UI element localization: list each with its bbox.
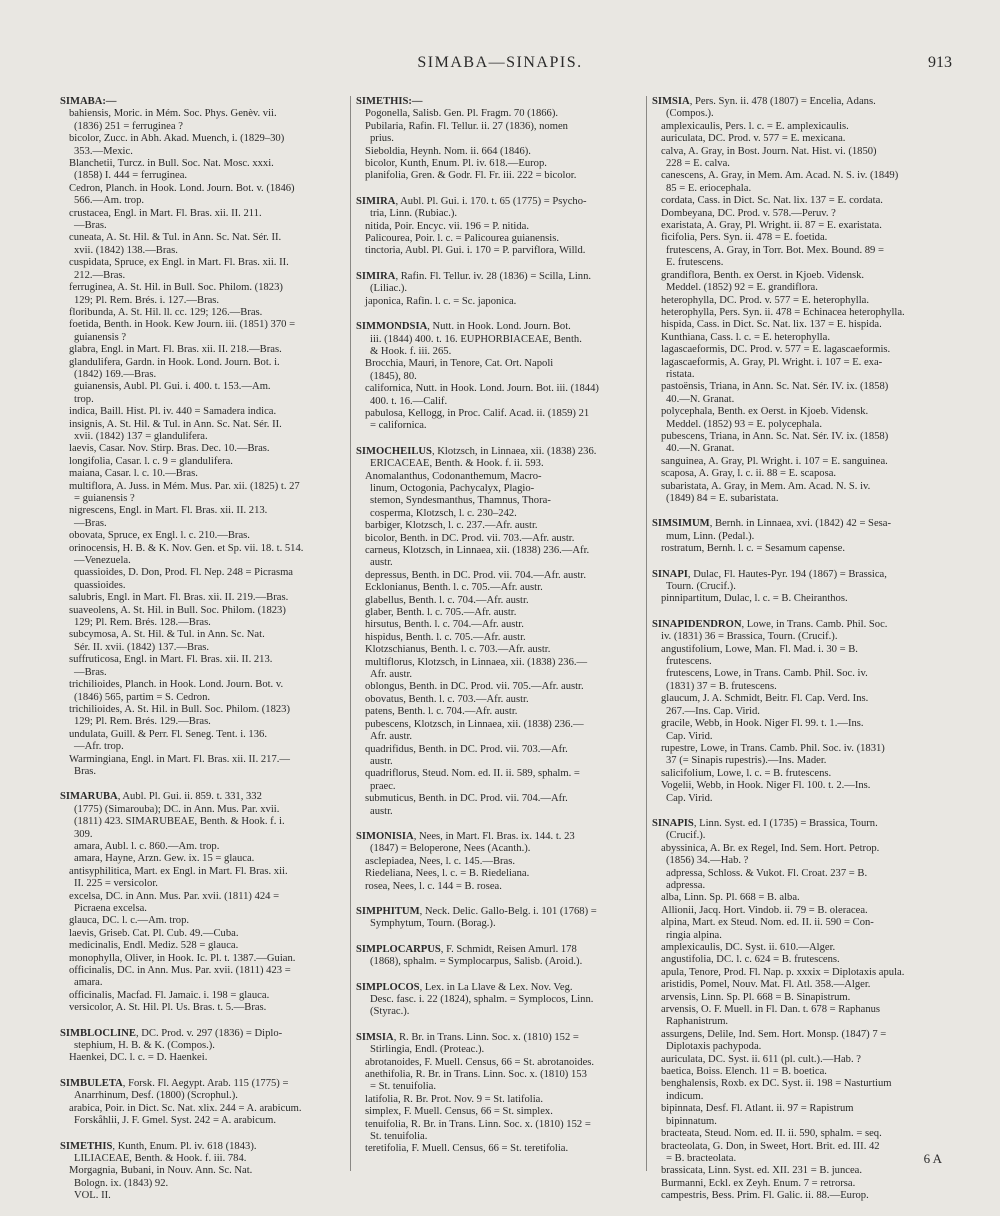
entry-text-line: oblongus, Benth. in DC. Prod. vii. 705.—Afr. austr. — [365, 681, 584, 693]
entry-text-line: amara, Hayne, Arzn. Gew. ix. 15 = glauca. — [74, 853, 255, 865]
genus-entry — [60, 1078, 356, 1128]
genus-name: SIMPLOCARPUS — [356, 943, 441, 955]
entry-text-line: —Bras. — [74, 666, 107, 678]
entry-text-line: praec. — [370, 780, 396, 792]
genus-entry — [356, 982, 652, 1019]
entry-text-line: Afr. austr. — [370, 731, 413, 743]
entry-text-line: auriculata, DC. Syst. ii. 611 (pl. cult.).—Hab. ? — [661, 1053, 861, 1065]
entry-text-line: obovatus, Benth. l. c. 703.—Afr. austr. — [365, 693, 529, 705]
entry-heading-line — [60, 96, 356, 108]
genus-entry — [60, 1141, 356, 1203]
entry-text-line: (1811) 423. SIMARUBEAE, Benth. & Hook. f. i. — [74, 816, 285, 828]
entry-text-line: Pubilaria, Rafin. Fl. Tellur. ii. 27 (1836), nomen — [365, 120, 568, 132]
entry-text-line: submuticus, Benth. in DC. Prod. vii. 704.—Afr. — [365, 793, 568, 805]
entry-text-line: (1836) 251 = ferruginea ? — [74, 120, 183, 132]
entry-text-line: ristata. — [666, 368, 695, 380]
entry-text-line: trichilioides, Planch. in Hook. Lond. Journ. Bot. v. — [69, 679, 284, 691]
entry-text-line: 40.—N. Granat. — [666, 393, 735, 405]
entry-text-line: Palicourea, Poir. l. c. = Palicourea guianensis. — [365, 233, 559, 245]
entry-text-line: (1868), sphalm. = Symplocarpus, Salisb. (Aroid.). — [370, 956, 583, 968]
entry-text-line: anethifolia, R. Br. in Trans. Linn. Soc. x. (1810) 153 — [365, 1069, 587, 1081]
entry-text-line: simplex, F. Muell. Census, 66 = St. simplex. — [365, 1106, 553, 1118]
entry-text-line: = californica. — [370, 420, 427, 432]
entry-heading-line — [356, 96, 652, 108]
entry-text-line: adpressa, Schloss. & Vukot. Fl. Croat. 237 = B. — [666, 867, 868, 879]
entry-text-line: pubescens, Klotzsch, in Linnaea, xii. (1838) 236.— — [365, 718, 584, 730]
entry-text-line: & Hook. f. iii. 265. — [370, 345, 452, 357]
genus-name: SIMMONDSIA — [356, 321, 428, 333]
entry-text-line: bicolor, Benth. in DC. Prod. vii. 703.—Afr. austr. — [365, 532, 575, 544]
entry-text-line: heterophylla, DC. Prod. v. 577 = E. heterophylla. — [661, 294, 870, 306]
entry-text-line: quassioides, D. Don, Prod. Fl. Nep. 248 = Picrasma — [74, 567, 294, 579]
genus-entry — [652, 818, 948, 1203]
genus-entry — [356, 96, 652, 183]
entry-text-line: subcymosa, A. St. Hil. & Tul. in Ann. Sc. Nat. — [69, 629, 265, 641]
entry-text-line: E. frutescens. — [666, 257, 724, 269]
genus-entry — [356, 196, 652, 258]
entry-text-line: Riedeliana, Nees, l. c. = B. Riedeliana. — [365, 868, 530, 880]
entry-heading-line: SIMSIA, R. Br. in Trans. Linn. Soc. x. (1810) 152 = — [356, 1031, 579, 1043]
entry-text-line: crustacea, Engl. in Mart. Fl. Bras. xii. II. 211. — [69, 207, 262, 219]
entry-text-line: St. tenuifolia. — [370, 1131, 428, 1143]
entry-text-line: bicolor, Zucc. in Abh. Akad. Muench, i. (1829–30) — [69, 133, 285, 145]
entry-text-line: glabellus, Benth. l. c. 704.—Afr. austr. — [365, 594, 529, 606]
entry-text-line: teretifolia, F. Muell. Census, 66 = St. teretifolia. — [365, 1143, 569, 1155]
entry-text-line: Forskåhlii, J. F. Gmel. Syst. 242 = A. arabicum. — [74, 1115, 276, 1127]
entry-text-line: hispida, Cass. in Dict. Sc. Nat. lix. 137 = E. hispida. — [661, 319, 882, 331]
entry-heading-line: SIMPHITUM, Neck. Delic. Gallo-Belg. i. 101 (1768) = — [356, 905, 597, 917]
entry-text-line: glandulifera, Gardn. in Hook. Lond. Journ. Bot. i. — [69, 356, 280, 368]
entry-text-line: Brocchia, Mauri, in Tenore, Cat. Ort. Napoli — [365, 358, 554, 370]
entry-text-line: Afr. austr. — [370, 669, 413, 681]
entry-text-line: (1845), 80. — [370, 370, 417, 382]
entry-text-line: adpressa. — [666, 879, 706, 891]
entry-text-line: cordata, Cass. in Dict. Sc. Nat. lix. 137 = E. cordata. — [661, 195, 883, 207]
entry-text-line: lagascaeformis, A. Gray, Pl. Wright. i. 107 = E. exa- — [661, 356, 883, 368]
genus-name: SIMOCHEILUS — [356, 445, 432, 457]
entry-text-line: monophylla, Oliver, in Hook. Ic. Pl. t. 1387.—Guian. — [69, 952, 296, 964]
entry-text-line: (Compos.). — [666, 108, 714, 120]
entry-text-line: baetica, Boiss. Elench. 11 = B. boetica. — [661, 1066, 827, 1078]
entry-text-line: asclepiadea, Nees, l. c. 145.—Bras. — [365, 855, 516, 867]
genus-entry — [60, 1028, 356, 1065]
genus-entry — [60, 96, 356, 778]
entry-text-line: bahiensis, Moric. in Mém. Soc. Phys. Genèv. vii. — [69, 108, 277, 120]
entry-text-line: multiflora, A. Juss. in Mém. Mus. Par. xii. (1825) t. 27 — [69, 480, 300, 492]
entry-text-line: undulata, Guill. & Perr. Fl. Seneg. Tent. i. 136. — [69, 728, 267, 740]
entry-text-line: alpina, Mart. ex Steud. Nom. ed. II. ii. 590 = Con- — [661, 917, 874, 929]
entry-text-line: linum, Octogonia, Pachycalyx, Plagio- — [370, 482, 535, 494]
genus-entry — [652, 619, 948, 805]
entry-text-line: angustifolia, DC. l. c. 624 = B. frutescens. — [661, 954, 840, 966]
entry-text-line: Anomalanthus, Codonanthemum, Macro- — [365, 470, 542, 482]
entry-text-line: bracteata, Steud. Nom. ed. II. ii. 590, sphalm. = seq. — [661, 1128, 882, 1140]
entry-text-line: subaristata, A. Gray, in Mem. Am. Acad. N. S. iv. — [661, 480, 871, 492]
entry-text-line: arvensis, Linn. Sp. Pl. 668 = B. Sinapistrum. — [661, 991, 851, 1003]
entry-heading-line: SIMPLOCARPUS, F. Schmidt, Reisen Amurl. 178 — [356, 943, 577, 955]
entry-text-line: iv. (1831) 36 = Brassica, Tourn. (Crucif.). — [661, 631, 838, 643]
page-header — [0, 54, 1000, 78]
entry-text-line: latifolia, R. Br. Prot. Nov. 9 = St. latifolia. — [365, 1093, 544, 1105]
entry-text-line: 309. — [74, 828, 93, 840]
entry-text-line: Warmingiana, Engl. in Mart. Fl. Bras. xii. II. 217.— — [69, 753, 290, 765]
column-1 — [60, 96, 356, 1216]
genus-name: SIMARUBA — [60, 791, 118, 803]
entry-text-line: 566.—Am. trop. — [74, 195, 145, 207]
entry-text-line: = B. bracteolata. — [666, 1152, 737, 1164]
entry-text-line: 129; Pl. Rem. Brés. i. 127.—Bras. — [74, 294, 220, 306]
entry-text-line: Sér. II. xvii. (1842) 137.—Bras. — [74, 641, 210, 653]
genus-entry — [652, 518, 948, 555]
entry-text-line: xvii. (1842) 138.—Bras. — [74, 244, 178, 256]
genus-entry — [652, 96, 948, 505]
entry-text-line: laevis, Casar. Nov. Stirp. Bras. Dec. 10.—Bras. — [69, 443, 270, 455]
entry-heading-line: SIMPLOCOS, Lex. in La Llave & Lex. Nov. Veg. — [356, 981, 573, 993]
entry-text-line: —Bras. — [74, 517, 107, 529]
entry-heading-line: SIMMONDSIA, Nutt. in Hook. Lond. Journ. Bot. — [356, 321, 571, 333]
entry-text-line: Tourn. (Crucif.). — [666, 581, 736, 593]
entry-heading-line: SINAPI, Dulac, Fl. Hautes-Pyr. 194 (1867) = Brassica, — [652, 568, 887, 580]
entry-text-line: (Liliac.). — [370, 283, 408, 295]
entry-text-line: auriculata, DC. Prod. v. 577 = E. mexicana. — [661, 133, 846, 145]
genus-name: SINAPIS — [652, 817, 694, 829]
entry-text-line: quassioides. — [74, 579, 126, 591]
genus-name: SIMONISIA — [356, 830, 414, 842]
entry-text-line: amara. — [74, 977, 103, 989]
entry-text-line: Klotzschianus, Benth. l. c. 703.—Afr. austr. — [365, 644, 551, 656]
entry-heading-line: SIMETHIS, Kunth, Enum. Pl. iv. 618 (1843). — [60, 1140, 257, 1152]
entry-text-line: 400. t. 16.—Calif. — [370, 395, 448, 407]
entry-text-line: pastoënsis, Triana, in Ann. Sc. Nat. Sér. IV. ix. (1858) — [661, 381, 889, 393]
entry-text-line: orinocensis, H. B. & K. Nov. Gen. et Sp. vii. 18. t. 514. — [69, 542, 304, 554]
entry-text-line: trichilioides, A. St. Hil. in Bull. Soc. Philom. (1823) — [69, 703, 291, 715]
genus-name: SIMETHIS:— — [356, 96, 423, 107]
page-number: 913 — [928, 54, 952, 71]
entry-text-line: frutescens. — [666, 656, 712, 668]
entry-text-line: cuneata, A. St. Hil. & Tul. in Ann. Sc. Nat. Sér. II. — [69, 232, 282, 244]
entry-text-line: californica, Nutt. in Hook. Lond. Journ. Bot. iii. (1844) — [365, 383, 599, 395]
entry-text-line: guianensis ? — [74, 331, 127, 343]
entry-text-line: austr. — [370, 755, 393, 767]
entry-text-line: (1849) 84 = E. subaristata. — [666, 493, 779, 504]
entry-text-line: hirsutus, Benth. l. c. 704.—Afr. austr. — [365, 619, 524, 631]
entry-text-line: suffruticosa, Engl. in Mart. Fl. Bras. xii. II. 213. — [69, 654, 273, 666]
entry-text-line: benghalensis, Roxb. ex DC. Syst. ii. 198 = Nasturtium — [661, 1078, 892, 1090]
entry-text-line: 129; Pl. Rem. Brés. 129.—Bras. — [74, 716, 211, 728]
genus-name: SIMETHIS — [60, 1140, 113, 1152]
entry-text-line: foetida, Benth. in Hook. Kew Journ. iii. (1851) 370 = — [69, 319, 296, 331]
genus-entry — [356, 944, 652, 969]
entry-text-line: indica, Baill. Hist. Pl. iv. 440 = Samadera indica. — [69, 406, 277, 418]
genus-entry — [356, 1032, 652, 1156]
genus-entry — [356, 906, 652, 931]
entry-text-line: Meddel. (1852) 92 = E. grandiflora. — [666, 282, 818, 294]
entry-heading-line: SIMONISIA, Nees, in Mart. Fl. Bras. ix. 144. t. 23 — [356, 830, 575, 842]
entry-text-line: frutescens, Lowe, in Trans. Camb. Phil. Soc. iv. — [666, 668, 868, 680]
entry-text-line: hispidus, Benth. l. c. 705.—Afr. austr. — [365, 631, 526, 643]
genus-name: SINAPI — [652, 568, 688, 580]
entry-text-line: austr. — [370, 557, 393, 569]
entry-heading-line: SIMARUBA, Aubl. Pl. Gui. ii. 859. t. 331, 332 — [60, 791, 262, 803]
entry-text-line: 40.—N. Granat. — [666, 443, 735, 455]
genus-name: SIMBULETA — [60, 1077, 123, 1089]
entry-text-line: versicolor, A. St. Hil. Pl. Us. Bras. t. 5.—Bras. — [69, 1002, 267, 1014]
entry-text-line: Cap. Virid. — [666, 792, 713, 804]
entry-text-line: exaristata, A. Gray, Pl. Wright. ii. 87 = E. exaristata. — [661, 220, 882, 232]
entry-text-line: pinnipartitum, Dulac, l. c. = B. Cheiranthos. — [661, 593, 848, 605]
genus-entry — [356, 271, 652, 308]
entry-text-line: bipinnatum. — [666, 1115, 717, 1127]
entry-text-line: stephium, H. B. & K. (Compos.). — [74, 1040, 215, 1052]
entry-text-line: 353.—Mexic. — [74, 145, 133, 157]
entry-text-line: officinalis, DC. in Ann. Mus. Par. xvii. (1811) 423 = — [69, 965, 291, 977]
genus-name: SIMPHITUM — [356, 905, 420, 917]
running-head: SIMABA—SINAPIS. — [417, 54, 583, 71]
entry-text-line: antisyphilitica, Mart. ex Engl. in Mart. Fl. Bras. xii. — [69, 865, 288, 877]
genus-name: SIMSIA — [356, 1031, 394, 1043]
genus-name: SIMABA:— — [60, 96, 117, 107]
entry-text-line: LILIACEAE, Benth. & Hook. f. iii. 784. — [74, 1152, 247, 1164]
entry-text-line: Raphanistrum. — [666, 1016, 729, 1028]
entry-text-line: bipinnata, Desf. Fl. Atlant. ii. 97 = Rapistrum — [661, 1103, 854, 1115]
entry-text-line: Anarrhinum, Desf. (1800) (Scrophul.). — [74, 1090, 238, 1102]
entry-text-line: prius. — [370, 133, 394, 145]
column-2 — [356, 96, 652, 1169]
genus-entry — [356, 321, 652, 433]
entry-text-line: tria, Linn. (Rubiac.). — [370, 208, 458, 220]
entry-text-line: angustifolium, Lowe, Man. Fl. Mad. i. 30 = B. — [661, 643, 858, 655]
entry-text-line: carneus, Klotzsch, in Linnaea, xii. (1838) 236.—Afr. — [365, 545, 590, 556]
genus-name: SIMIRA — [356, 195, 396, 207]
entry-text-line: 267.—Ins. Cap. Virid. — [666, 705, 760, 717]
entry-heading-line: SIMBLOCLINE, DC. Prod. v. 297 (1836) = Diplo- — [60, 1027, 283, 1039]
entry-text-line: aristidis, Pomel, Nouv. Mat. Fl. Atl. 358.—Alger. — [661, 979, 871, 991]
entry-text-line: pabulosa, Kellogg, in Proc. Calif. Acad. ii. (1859) 21 — [365, 407, 590, 419]
entry-text-line: Pogonella, Salisb. Gen. Pl. Fragm. 70 (1866). — [365, 108, 559, 120]
entry-text-line: ERICACEAE, Benth. & Hook. f. ii. 593. — [370, 458, 544, 470]
genus-name: SIMIRA — [356, 270, 396, 282]
entry-text-line: floribunda, A. St. Hil. ll. cc. 129; 126.—Bras. — [69, 306, 263, 318]
entry-heading-line: SIMBULETA, Forsk. Fl. Aegypt. Arab. 115 (1775) = — [60, 1077, 289, 1089]
entry-text-line: suaveolens, A. St. Hil. in Bull. Soc. Philom. (1823) — [69, 604, 286, 616]
entry-text-line: Meddel. (1852) 93 = E. polycephala. — [666, 418, 823, 430]
entry-text-line: japonica, Rafin. l. c. = Sc. japonica. — [365, 295, 517, 307]
entry-text-line: (1856) 34.—Hab. ? — [666, 855, 749, 867]
entry-text-line: trop. — [74, 393, 94, 405]
entry-heading-line: SINAPIS, Linn. Syst. ed. I (1735) = Brassica, Tourn. — [652, 817, 878, 829]
entry-text-line: (1858) I. 444 = ferruginea. — [74, 170, 188, 182]
genus-entry — [356, 831, 652, 893]
entry-text-line: Diplotaxis pachypoda. — [666, 1041, 762, 1053]
entry-text-line: stemon, Syndesmanthus, Thamnus, Thora- — [370, 495, 551, 507]
genus-name: SIMSIMUM — [652, 518, 710, 530]
entry-text-line: apula, Tenore, Prod. Fl. Nap. p. xxxix = Diplotaxis apula. — [661, 966, 905, 978]
entry-text-line: Vogelii, Webb, in Hook. Niger Fl. 100. t. 2.—Ins. — [661, 780, 871, 792]
entry-text-line: cuspidata, Spruce, ex Engl. in Mart. Fl. Bras. xii. II. — [69, 257, 289, 269]
entry-text-line: Burmanni, Eckl. ex Zeyh. Enum. 7 = retrorsa. — [661, 1177, 856, 1189]
entry-text-line: Cap. Virid. — [666, 730, 713, 742]
entry-text-line: ficifolia, Pers. Syn. ii. 478 = E. foetida. — [661, 232, 828, 244]
entry-text-line: Blanchetii, Turcz. in Bull. Soc. Nat. Mosc. xxxi. — [69, 158, 274, 170]
entry-text-line: polycephala, Benth. ex Oerst. in Kjoeb. Vidensk. — [661, 406, 869, 418]
entry-text-line: xvii. (1842) 137 = glandulifera. — [74, 430, 208, 442]
entry-text-line: brassicata, Linn. Syst. ed. XII. 231 = B. juncea. — [661, 1165, 863, 1177]
entry-text-line: multiflorus, Klotzsch, in Linnaea, xii. (1838) 236.— — [365, 656, 588, 668]
entry-text-line: (Crucif.). — [666, 830, 706, 842]
entry-text-line: abrotanoides, F. Muell. Census, 66 = St. abrotanoides. — [365, 1056, 595, 1068]
entry-text-line: arabica, Poir. in Dict. Sc. Nat. xlix. 244 = A. arabicum. — [69, 1102, 302, 1114]
entry-text-line: salicifolium, Lowe, l. c. = B. frutescens. — [661, 767, 832, 779]
genus-name: SIMBLOCLINE — [60, 1027, 136, 1039]
entry-text-line: abyssinica, A. Br. ex Regel, Ind. Sem. Hort. Petrop. — [661, 842, 880, 854]
entry-text-line: grandiflora, Benth. ex Oerst. in Kjoeb. Vidensk. — [661, 269, 865, 281]
entry-text-line: excelsa, DC. in Ann. Mus. Par. xvii. (1811) 424 = — [69, 890, 280, 902]
genus-name: SIMPLOCOS — [356, 981, 420, 993]
entry-text-line: Cedron, Planch. in Hook. Lond. Journ. Bot. v. (1846) — [69, 182, 295, 194]
entry-text-line: alba, Linn. Sp. Pl. 668 = B. alba. — [661, 892, 800, 904]
entry-text-line: tinctoria, Aubl. Pl. Gui. i. 170 = P. parviflora, Willd. — [365, 245, 586, 257]
entry-text-line: (1842) 169.—Bras. — [74, 368, 157, 380]
entry-text-line: Stirlingia, Endl. (Proteac.). — [370, 1044, 485, 1056]
entry-text-line: sanguinea, A. Gray, Pl. Wright. i. 107 = E. sanguinea. — [661, 455, 888, 467]
entry-text-line: (1846) 565, partim = S. Cedron. — [74, 691, 211, 703]
entry-text-line: Symphytum, Tourn. (Borag.). — [370, 918, 496, 930]
entry-text-line: bicolor, Kunth, Enum. Pl. iv. 618.—Europ. — [365, 158, 547, 170]
entry-text-line: indicum. — [666, 1090, 704, 1102]
entry-text-line: heterophylla, Pers. Syn. ii. 478 = Echinacea heterophylla. — [661, 306, 905, 318]
entry-text-line: amplexicaulis, DC. Syst. ii. 610.—Alger. — [661, 942, 836, 953]
genus-entry — [60, 791, 356, 1014]
entry-text-line: arvensis, O. F. Muell. in Fl. Dan. t. 678 = Raphanus — [661, 1004, 881, 1016]
entry-text-line: VOL. II. — [74, 1190, 111, 1202]
entry-text-line: austr. — [370, 805, 393, 817]
entry-text-line: tenuifolia, R. Br. in Trans. Linn. Soc. x. (1810) 152 = — [365, 1118, 591, 1130]
entry-text-line: Allionii, Jacq. Hort. Vindob. ii. 79 = B. oleracea. — [661, 904, 868, 916]
entry-text-line: Morgagnia, Bubani, in Nouv. Ann. Sc. Nat. — [69, 1165, 253, 1177]
entry-text-line: assurgens, Delile, Ind. Sem. Hort. Monsp. (1847) 7 = — [661, 1028, 887, 1040]
entry-text-line: 129; Pl. Rem. Brés. 128.—Bras. — [74, 617, 211, 629]
entry-text-line: depressus, Benth. in DC. Prod. vii. 704.—Afr. austr. — [365, 569, 586, 581]
entry-heading-line: SIMSIA, Pers. Syn. ii. 478 (1807) = Encelia, Adans. — [652, 96, 876, 107]
entry-text-line: longifolia, Casar. l. c. 9 = glandulifera. — [69, 455, 233, 467]
entry-text-line: II. 225 = versicolor. — [74, 878, 158, 890]
entry-text-line: glauca, DC. l. c.—Am. trop. — [69, 915, 190, 927]
entry-text-line: mum, Linn. (Pedal.). — [666, 530, 755, 542]
entry-text-line: glabra, Engl. in Mart. Fl. Bras. xii. II. 218.—Bras. — [69, 344, 282, 356]
entry-heading-line: SIMIRA, Aubl. Pl. Gui. i. 170. t. 65 (1775) = Psycho- — [356, 195, 587, 207]
entry-text-line: lagascaeformis, DC. Prod. v. 577 = E. lagascaeformis. — [661, 344, 891, 356]
entry-text-line: (1775) (Simarouba); DC. in Ann. Mus. Par. xvii. — [74, 803, 280, 815]
entry-text-line: pubescens, Triana, in Ann. Sc. Nat. Sér. IV. ix. (1858) — [661, 430, 889, 442]
entry-text-line: —Bras. — [74, 220, 107, 232]
entry-text-line: = St. tenuifolia. — [370, 1081, 436, 1093]
entry-text-line: Ecklonianus, Benth. l. c. 705.—Afr. austr. — [365, 582, 543, 594]
entry-text-line: campestris, Bess. Prim. Fl. Galic. ii. 88.—Europ. — [661, 1190, 869, 1202]
entry-text-line: frutescens, A. Gray, in Torr. Bot. Mex. Bound. 89 = — [666, 244, 884, 256]
entry-text-line: nigrescens, Engl. in Mart. Fl. Bras. xii. II. 213. — [69, 505, 268, 517]
entry-text-line: Dombeyana, DC. Prod. v. 578.—Peruv. ? — [661, 207, 836, 219]
entry-text-line: quadrifidus, Benth. in DC. Prod. vii. 703.—Afr. — [365, 743, 568, 755]
entry-text-line: 85 = E. eriocephala. — [666, 182, 752, 194]
entry-text-line: quadriflorus, Steud. Nom. ed. II. ii. 589, sphalm. = — [365, 768, 580, 780]
entry-text-line: rosea, Nees, l. c. 144 = B. rosea. — [365, 880, 502, 892]
entry-text-line: cosperma, Klotzsch, l. c. 230–242. — [370, 507, 517, 519]
entry-text-line: (Styrac.). — [370, 1006, 410, 1018]
entry-text-line: Haenkei, DC. l. c. = D. Haenkei. — [69, 1052, 208, 1064]
entry-text-line: maiana, Casar. l. c. 10.—Bras. — [69, 468, 198, 480]
genus-name: SIMSIA — [652, 96, 690, 107]
entry-text-line: Bras. — [74, 765, 97, 777]
entry-heading-line: SIMOCHEILUS, Klotzsch, in Linnaea, xii. (1838) 236. — [356, 445, 597, 457]
entry-text-line: calva, A. Gray, in Bost. Journ. Nat. Hist. vi. (1850) — [661, 145, 877, 157]
entry-text-line: laevis, Griseb. Cat. Pl. Cub. 49.—Cuba. — [69, 927, 239, 939]
entry-text-line: Sieboldia, Heynh. Nom. ii. 664 (1846). — [365, 145, 531, 157]
genus-name: SINAPIDENDRON — [652, 618, 742, 630]
entry-text-line: gracile, Webb, in Hook. Niger Fl. 99. t. 1.—Ins. — [661, 718, 864, 730]
entry-text-line: rupestre, Lowe, in Trans. Camb. Phil. Soc. iv. (1831) — [661, 742, 885, 754]
entry-heading-line: SINAPIDENDRON, Lowe, in Trans. Camb. Phil. Soc. — [652, 618, 888, 630]
entry-text-line: canescens, A. Gray, in Mem. Am. Acad. N. S. iv. (1849) — [661, 170, 899, 182]
entry-heading-line: SIMSIMUM, Bernh. in Linnaea, xvi. (1842) 42 = Sesa- — [652, 518, 892, 530]
entry-text-line: (1831) 37 = B. frutescens. — [666, 680, 777, 692]
entry-text-line: insignis, A. St. Hil. & Tul. in Ann. Sc. Nat. Sér. II. — [69, 418, 282, 430]
entry-text-line: glaucum, J. A. Schmidt, Beitr. Fl. Cap. Verd. Ins. — [661, 693, 869, 705]
entry-text-line: amplexicaulis, Pers. l. c. = E. amplexicaulis. — [661, 120, 849, 132]
entry-heading-line: SIMIRA, Rafin. Fl. Tellur. iv. 28 (1836) = Scilla, Linn. — [356, 270, 592, 282]
entry-text-line: Picraena excelsa. — [74, 903, 147, 914]
entry-text-line: iii. (1844) 400. t. 16. EUPHORBIACEAE, Benth. — [370, 333, 582, 345]
entry-text-line: Desc. fasc. i. 22 (1824), sphalm. = Symplocos, Linn. — [370, 994, 594, 1005]
entry-text-line: glaber, Benth. l. c. 705.—Afr. austr. — [365, 607, 517, 619]
entry-text-line: obovata, Spruce, ex Engl. l. c. 210.—Bras. — [69, 530, 250, 542]
genus-entry — [652, 569, 948, 606]
genus-entry — [356, 446, 652, 818]
entry-text-line: —Venezuela. — [74, 555, 131, 567]
entry-text-line: barbiger, Klotzsch, l. c. 237.—Afr. austr. — [365, 520, 538, 532]
entry-text-line: salubris, Engl. in Mart. Fl. Bras. xii. II. 219.—Bras. — [69, 592, 289, 604]
entry-text-line: medicinalis, Endl. Mediz. 528 = glauca. — [69, 940, 239, 952]
entry-text-line: Kunthiana, Cass. l. c. = E. heterophylla. — [661, 331, 830, 343]
column-3 — [652, 96, 948, 1216]
entry-text-line: planifolia, Gren. & Godr. Fl. Fr. iii. 222 = bicolor. — [365, 170, 577, 182]
entry-text-line: guianensis, Aubl. Pl. Gui. i. 400. t. 153.—Am. — [74, 381, 271, 393]
entry-text-line: Bologn. ix. (1843) 92. — [74, 1177, 169, 1189]
entry-text-line: nitida, Poir. Encyc. vii. 196 = P. nitida. — [365, 220, 529, 232]
entry-text-line: ringia alpina. — [666, 929, 722, 941]
entry-text-line: officinalis, Macfad. Fl. Jamaic. i. 198 = glauca. — [69, 989, 270, 1001]
entry-text-line: 228 = E. calva. — [666, 158, 730, 170]
entry-text-line: (1847) = Beloperone, Nees (Acanth.). — [370, 843, 531, 855]
entry-text-line: bracteolata, G. Don, in Sweet, Hort. Brit. ed. III. 42 — [661, 1140, 880, 1152]
entry-text-line: scaposa, A. Gray, l. c. ii. 88 = E. scaposa. — [661, 468, 837, 480]
entry-text-line: 37 (= Sinapis rupestris).—Ins. Mader. — [666, 755, 827, 767]
entry-text-line: rostratum, Bernh. l. c. = Sesamum capense. — [661, 543, 845, 555]
entry-text-line: patens, Benth. l. c. 704.—Afr. austr. — [365, 706, 518, 718]
entry-text-line: amara, Aubl. l. c. 860.—Am. trop. — [74, 840, 220, 852]
entry-text-line: ferruginea, A. St. Hil. in Bull. Soc. Philom. (1823) — [69, 282, 283, 294]
entry-text-line: 212.—Bras. — [74, 269, 126, 281]
sheet-signature-mark: 6 A — [923, 1151, 942, 1166]
entry-text-line: = guianensis ? — [74, 493, 135, 504]
entry-text-line: —Afr. trop. — [74, 741, 124, 753]
